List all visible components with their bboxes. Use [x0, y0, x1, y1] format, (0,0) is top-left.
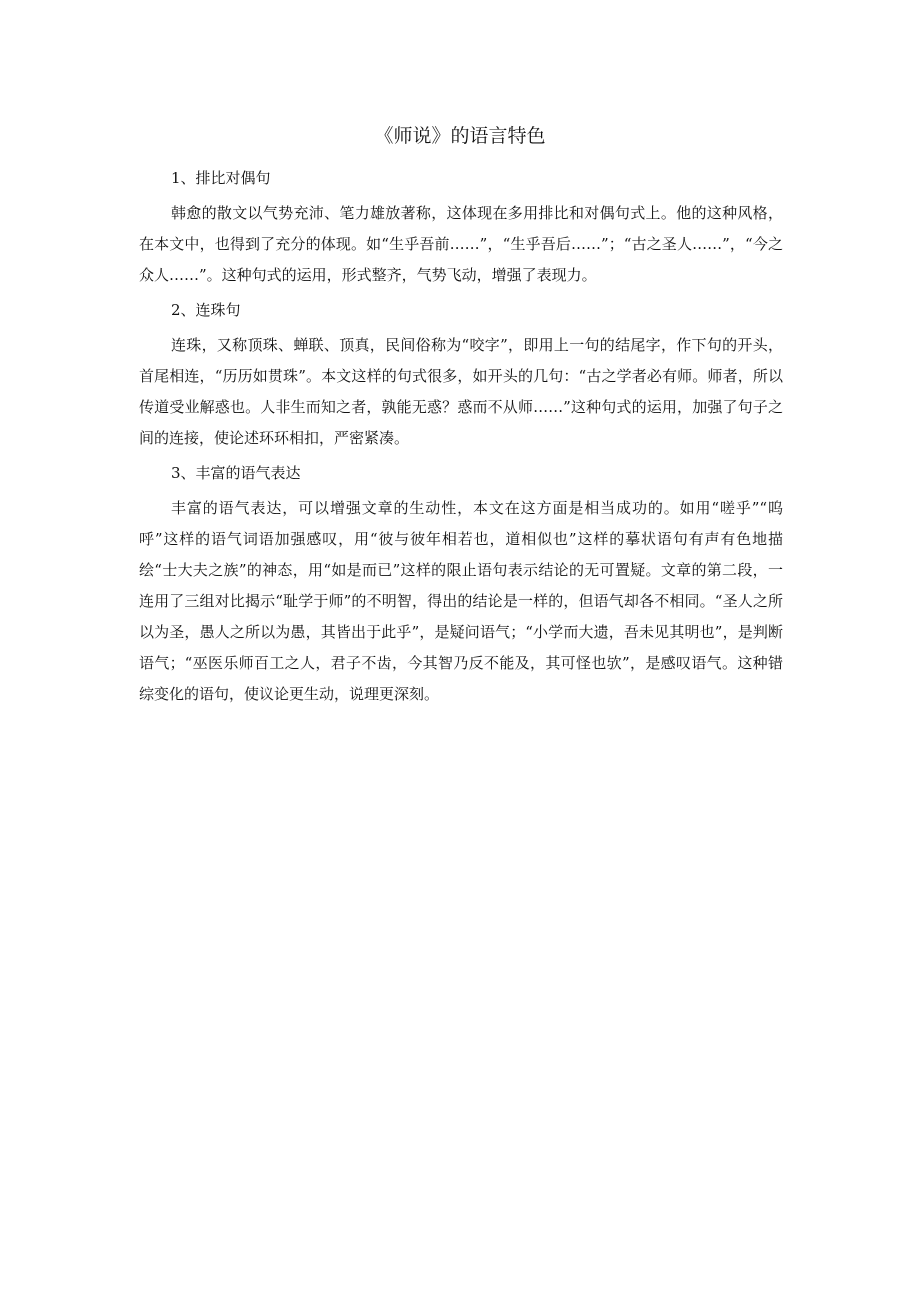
section-paragraph-2: 连珠，又称顶珠、蝉联、顶真，民间俗称为“咬字”，即用上一句的结尾字，作下句的开头，首尾相连，“历历如贯珠”。本文这样的句式很多，如开头的几句：“古之学者必有师。师者，所以传道受业解惑也。人非生而知之者，孰能无惑？惑而不从师……”这种句式的运用，加强了句子之间的连接，使论述环环相扣，严密紧凑。 [139, 336, 783, 447]
document-body [139, 163, 783, 714]
section-heading-1: 1、排比对偶句 [171, 169, 271, 187]
section-heading-2: 2、连珠句 [171, 301, 241, 319]
section-paragraph-1: 韩愈的散文以气势充沛、笔力雄放著称，这体现在多用排比和对偶句式上。他的这种风格，在本文中，也得到了充分的体现。如“生乎吾前……”，“生乎吾后……”；“古之圣人……”，“今之众人……”。这种句式的运用，形式整齐，气势飞动，增强了表现力。 [139, 204, 783, 284]
section-heading-3: 3、丰富的语气表达 [171, 464, 301, 482]
document-title: 《师说》的语言特色 [374, 125, 546, 147]
section-paragraph-3: 丰富的语气表达，可以增强文章的生动性，本文在这方面是相当成功的。如用“嗟乎”“呜呼”这样的语气词语加强感叹，用“彼与彼年相若也，道相似也”这样的摹状语句有声有色地描绘“士大夫之族”的神态，用“如是而已”这样的限止语句表示结论的无可置疑。文章的第二段，一连用了三组对比揭示“耻学于师”的不明智，得出的结论是一样的，但语气却各不相同。“圣人之所以为圣，愚人之所以为愚，其皆出于此乎”，是疑问语气；“小学而大遗，吾未见其明也”，是判断语气；“巫医乐师百工之人，君子不齿，今其智乃反不能及，其可怪也欤”，是感叹语气。这种错综变化的语句，使议论更生动，说理更深刻。 [139, 499, 783, 703]
